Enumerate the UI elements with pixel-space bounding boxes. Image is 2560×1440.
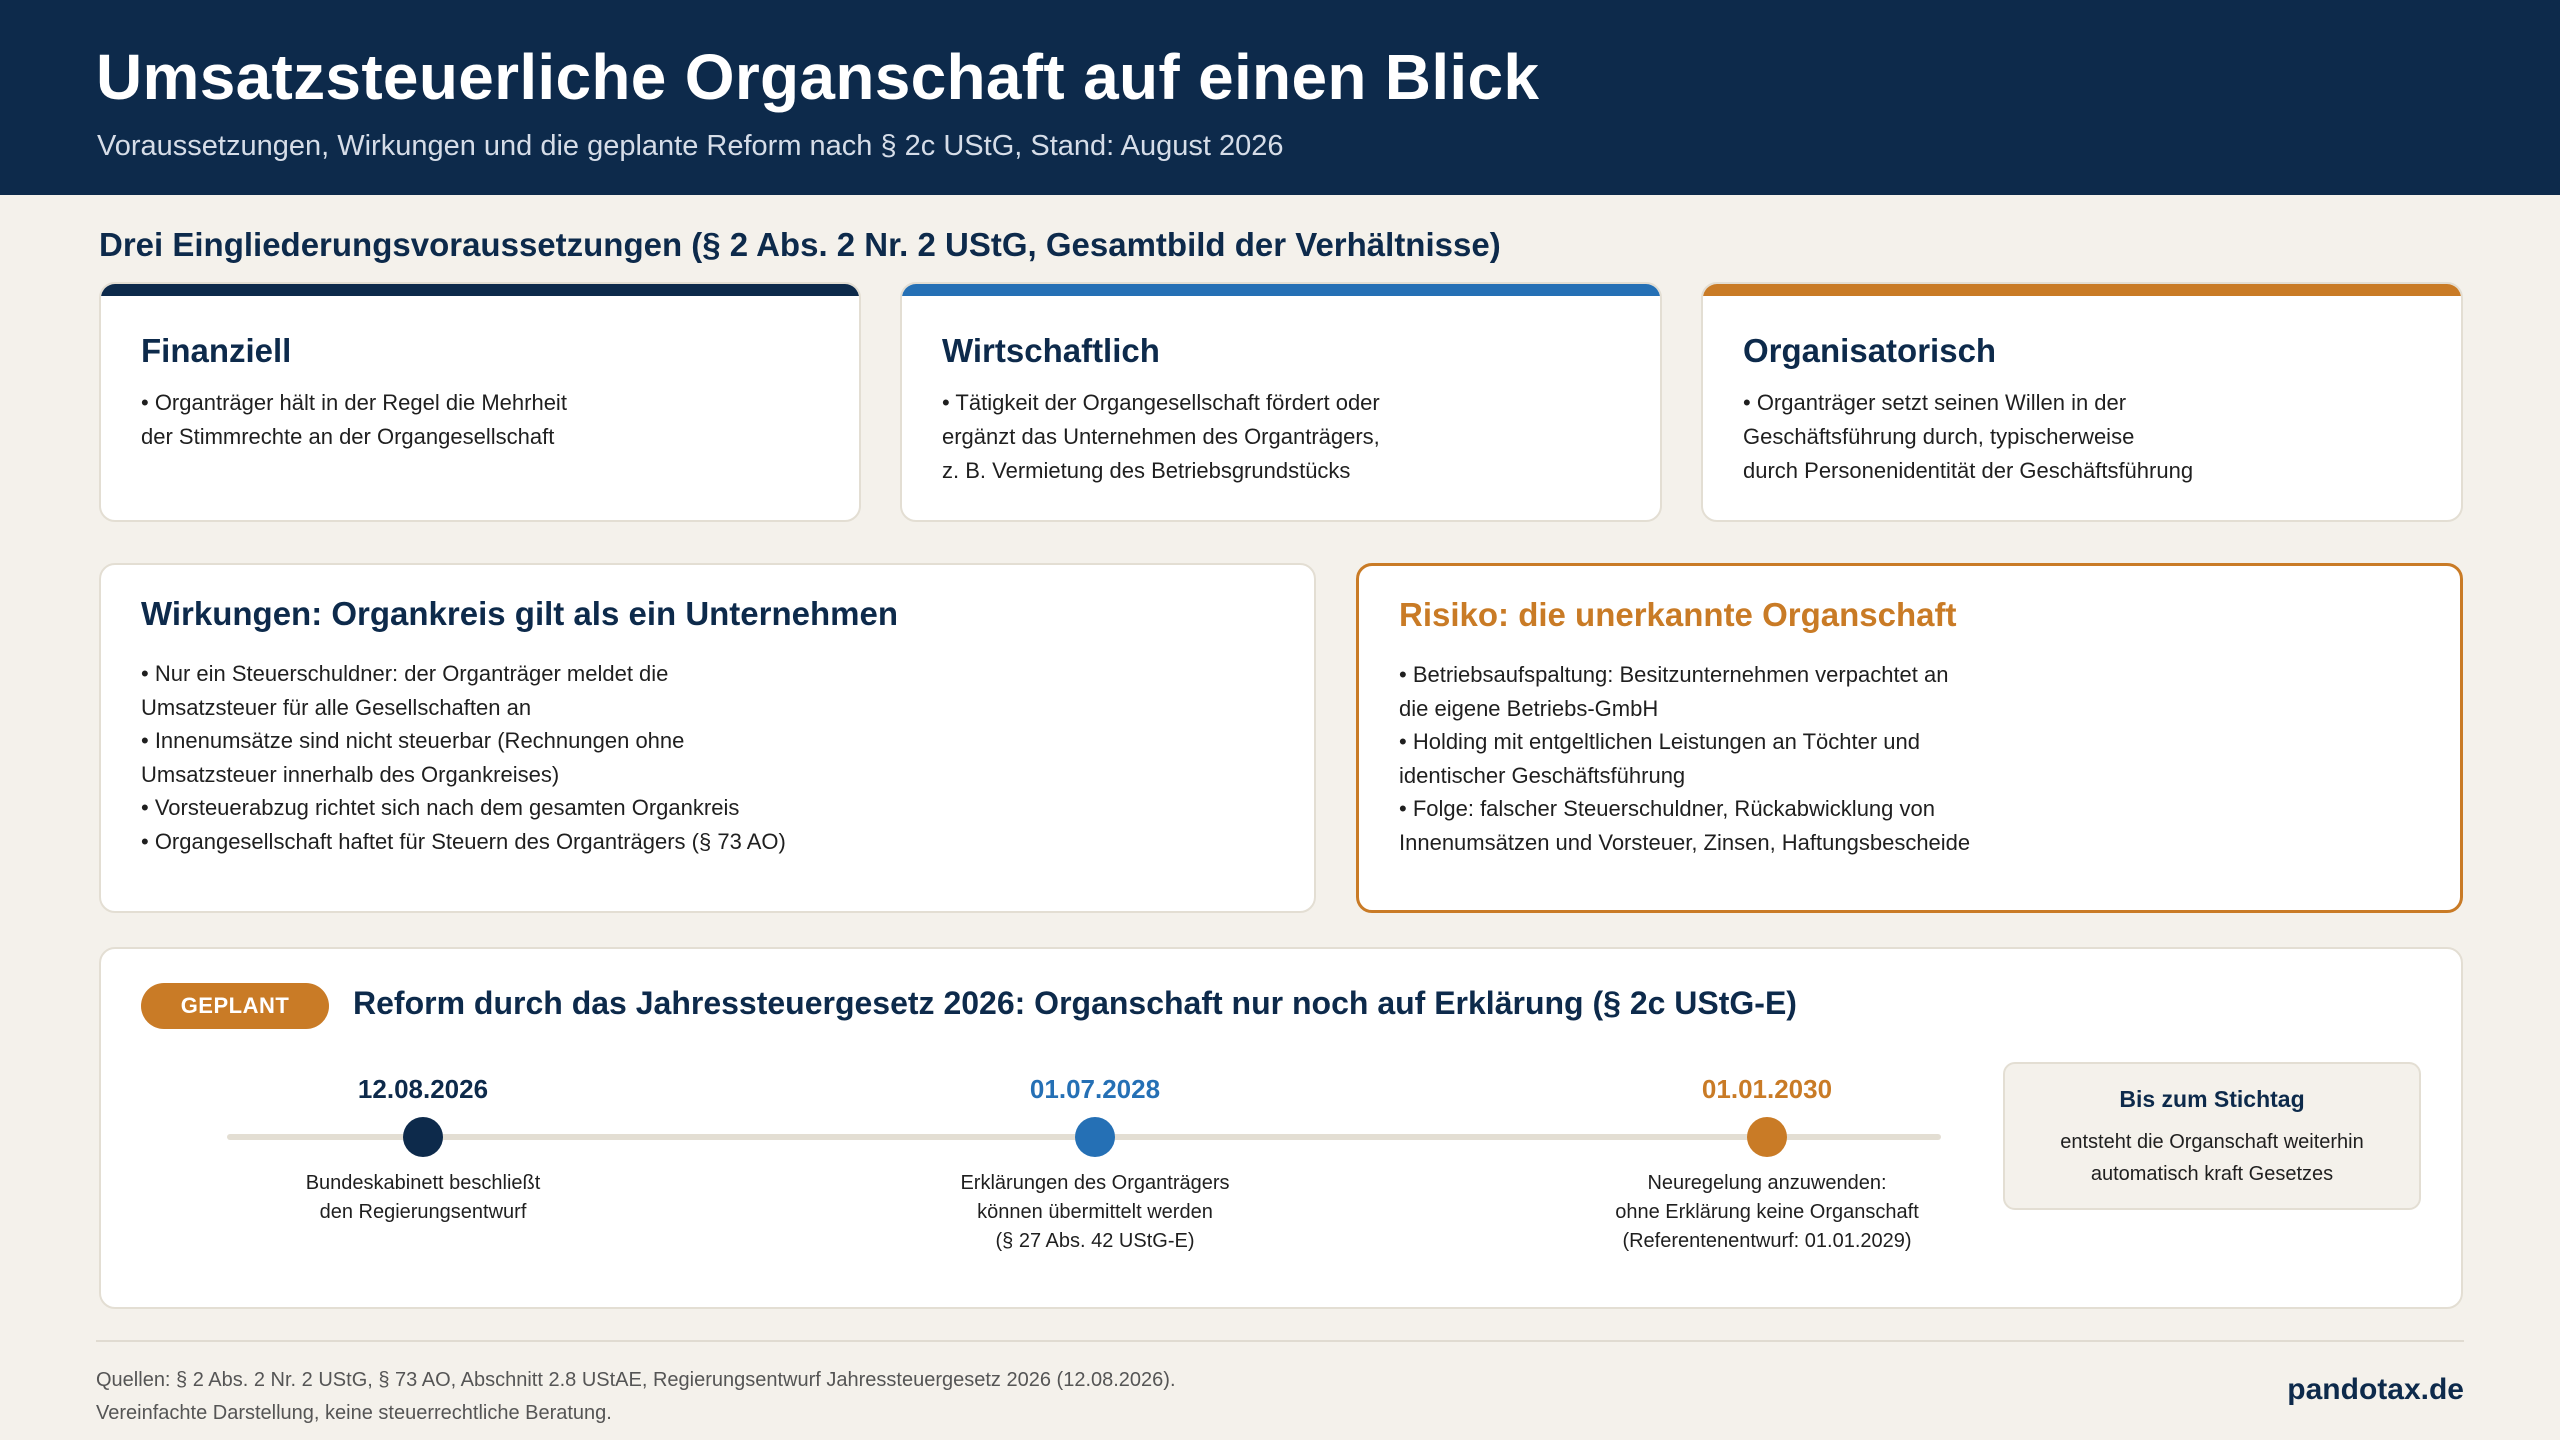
note-line: entsteht die Organschaft weiterhin	[2060, 1131, 2364, 1153]
card-line: • Organträger hält in der Regel die Mehrheit	[141, 390, 567, 415]
milestone-line: Erklärungen des Organträgers	[960, 1172, 1230, 1194]
card-body	[141, 386, 567, 454]
risk-line: • Folge: falscher Steuerschuldner, Rückabwicklung von	[1399, 796, 1935, 821]
page-subtitle: Voraussetzungen, Wirkungen und die geplante Reform nach § 2c UStG, Stand: August 2026	[97, 130, 1284, 162]
risk-line: • Betriebsaufspaltung: Besitzunternehmen verpachtet an	[1399, 662, 1949, 687]
effects-line: Umsatzsteuer innerhalb des Organkreises)	[141, 761, 560, 787]
effects-line: Umsatzsteuer für alle Gesellschaften an	[141, 694, 532, 720]
risk-line: • Holding mit entgeltlichen Leistungen an Töchter und	[1399, 729, 1920, 754]
milestone-line: Neuregelung anzuwenden:	[1647, 1172, 1887, 1194]
footer-divider	[96, 1340, 2464, 1342]
milestone-line: (Referentenentwurf: 01.01.2029)	[1622, 1230, 1912, 1252]
milestone-line: Bundeskabinett beschließt	[305, 1172, 541, 1194]
reform-card	[99, 947, 2463, 1309]
card-accent-bar	[1701, 282, 2463, 296]
milestone-date: 01.01.2030	[1701, 1074, 1833, 1104]
deadline-note	[2003, 1062, 2421, 1210]
card-line: ergänzt das Unternehmen des Organträgers,	[942, 424, 1380, 449]
milestone-date: 12.08.2026	[357, 1074, 489, 1104]
page-title: Umsatzsteuerliche Organschaft auf einen Blick	[96, 41, 1540, 113]
risk-card	[1356, 563, 2463, 913]
milestone-dot	[1075, 1117, 1115, 1157]
card-body	[1743, 386, 2193, 488]
note-title: Bis zum Stichtag	[2119, 1086, 2305, 1112]
card-title: Finanziell	[141, 332, 292, 369]
requirement-card-financial	[99, 282, 861, 522]
milestone-line: (§ 27 Abs. 42 UStG-E)	[995, 1230, 1195, 1252]
requirements-section-title: Drei Eingliederungsvoraussetzungen (§ 2 Abs. 2 Nr. 2 UStG, Gesamtbild der Verhältnisse)	[99, 226, 1501, 263]
effects-line: • Nur ein Steuerschuldner: der Organträger meldet die	[141, 661, 669, 686]
card-body	[942, 386, 1380, 488]
milestone-description	[1597, 1169, 1937, 1256]
card-title: Wirtschaftlich	[942, 332, 1160, 369]
card-line: durch Personenidentität der Geschäftsführung	[1743, 458, 2194, 483]
milestone-description	[925, 1169, 1265, 1256]
milestone-line: ohne Erklärung keine Organschaft	[1615, 1201, 1919, 1223]
brand-label: pandotax.de	[2287, 1373, 2464, 1406]
sources-note	[96, 1364, 1176, 1430]
card-accent-bar	[900, 282, 1662, 296]
requirement-card-organizational	[1701, 282, 2463, 522]
risk-body	[1399, 658, 1970, 859]
page-header	[0, 0, 2560, 195]
effects-line: • Organgesellschaft haftet für Steuern des Organträgers (§ 73 AO)	[141, 828, 786, 854]
card-accent-bar	[99, 282, 861, 296]
effects-line: • Innenumsätze sind nicht steuerbar (Rechnungen ohne	[141, 728, 685, 753]
milestone-line: den Regierungsentwurf	[319, 1201, 527, 1223]
effects-title: Wirkungen: Organkreis gilt als ein Unternehmen	[141, 595, 899, 632]
status-badge: GEPLANT	[141, 983, 329, 1029]
effects-card	[99, 563, 1316, 913]
source-line: Quellen: § 2 Abs. 2 Nr. 2 UStG, § 73 AO, Abschnitt 2.8 UStAE, Regierungsentwurf Jahressteuergesetz 2026 (12.08.2026).	[96, 1369, 1176, 1391]
card-line: • Tätigkeit der Organgesellschaft fördert oder	[942, 390, 1380, 415]
milestone-description	[253, 1169, 593, 1227]
risk-line: Innenumsätzen und Vorsteuer, Zinsen, Haftungsbescheide	[1399, 829, 1971, 855]
card-line: z. B. Vermietung des Betriebsgrundstücks	[942, 458, 1351, 483]
card-line: • Organträger setzt seinen Willen in der	[1743, 390, 2127, 415]
requirement-card-economic	[900, 282, 1662, 522]
risk-line: identischer Geschäftsführung	[1399, 762, 1686, 788]
risk-line: die eigene Betriebs-GmbH	[1399, 695, 1659, 721]
card-title: Organisatorisch	[1743, 332, 1997, 369]
reform-title: Reform durch das Jahressteuergesetz 2026: Organschaft nur noch auf Erklärung (§ 2c UStG-E)	[353, 985, 1797, 1021]
milestone-date: 01.07.2028	[1029, 1074, 1161, 1104]
milestone-dot	[403, 1117, 443, 1157]
note-line: automatisch kraft Gesetzes	[2090, 1163, 2334, 1185]
card-line: der Stimmrechte an der Organgesellschaft	[141, 424, 555, 449]
effects-line: • Vorsteuerabzug richtet sich nach dem gesamten Organkreis	[141, 795, 740, 820]
note-body	[2005, 1126, 2419, 1190]
source-line: Vereinfachte Darstellung, keine steuerrechtliche Beratung.	[96, 1402, 612, 1424]
card-line: Geschäftsführung durch, typischerweise	[1743, 424, 2135, 449]
milestone-line: können übermittelt werden	[977, 1201, 1213, 1223]
milestone-dot	[1747, 1117, 1787, 1157]
effects-body	[141, 657, 786, 858]
risk-title: Risiko: die unerkannte Organschaft	[1399, 596, 1957, 633]
